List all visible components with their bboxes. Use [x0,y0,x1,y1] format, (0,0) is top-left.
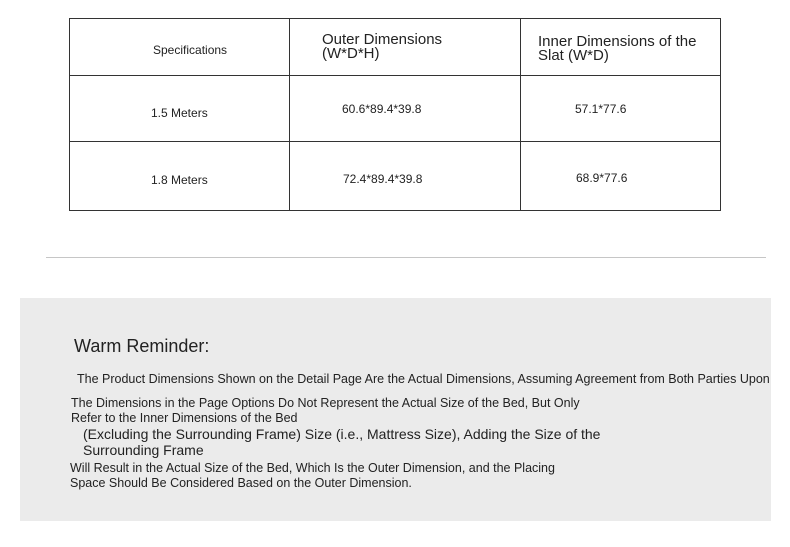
row-1-inner: 57.1*77.6 [575,102,627,116]
row-1-spec: 1.5 Meters [151,106,208,120]
reminder-panel [20,298,771,521]
reminder-title: Warm Reminder: [74,336,210,356]
spec-table [69,18,721,211]
row-1-outer: 60.6*89.4*39.8 [342,102,422,116]
reminder-line-3: Refer to the Inner Dimensions of the Bed [71,411,298,425]
section-divider [46,257,766,258]
header-inner-dimensions [538,35,696,63]
column-divider [520,19,521,210]
row-2-outer: 72.4*89.4*39.8 [343,172,423,186]
row-2-spec: 1.8 Meters [151,173,208,187]
row-2-inner: 68.9*77.6 [576,171,628,185]
header-outer-line1: Outer Dimensions [322,31,443,48]
row-divider [70,75,720,76]
reminder-line-2: The Dimensions in the Page Options Do Not Represent the Actual Size of the Bed, But Only [71,396,580,410]
reminder-line-5: Surrounding Frame [83,442,204,458]
reminder-line-1: The Product Dimensions Shown on the Detail Page Are the Actual Dimensions, Assuming Agreement from Both Parties Upon [77,372,770,386]
header-outer-dimensions [322,33,442,61]
reminder-line-4: (Excluding the Surrounding Frame) Size (i.e., Mattress Size), Adding the Size of the [83,426,601,442]
header-inner-line1: Inner Dimensions of the [538,33,697,50]
reminder-line-6: Will Result in the Actual Size of the Bed, Which Is the Outer Dimension, and the Placing [70,461,555,475]
reminder-line-7: Space Should Be Considered Based on the Outer Dimension. [70,476,412,490]
header-inner-line2: Slat (W*D) [538,47,609,64]
row-divider [70,141,720,142]
header-outer-line2: (W*D*H) [322,45,380,62]
header-specifications: Specifications [153,43,228,57]
column-divider [289,19,290,210]
